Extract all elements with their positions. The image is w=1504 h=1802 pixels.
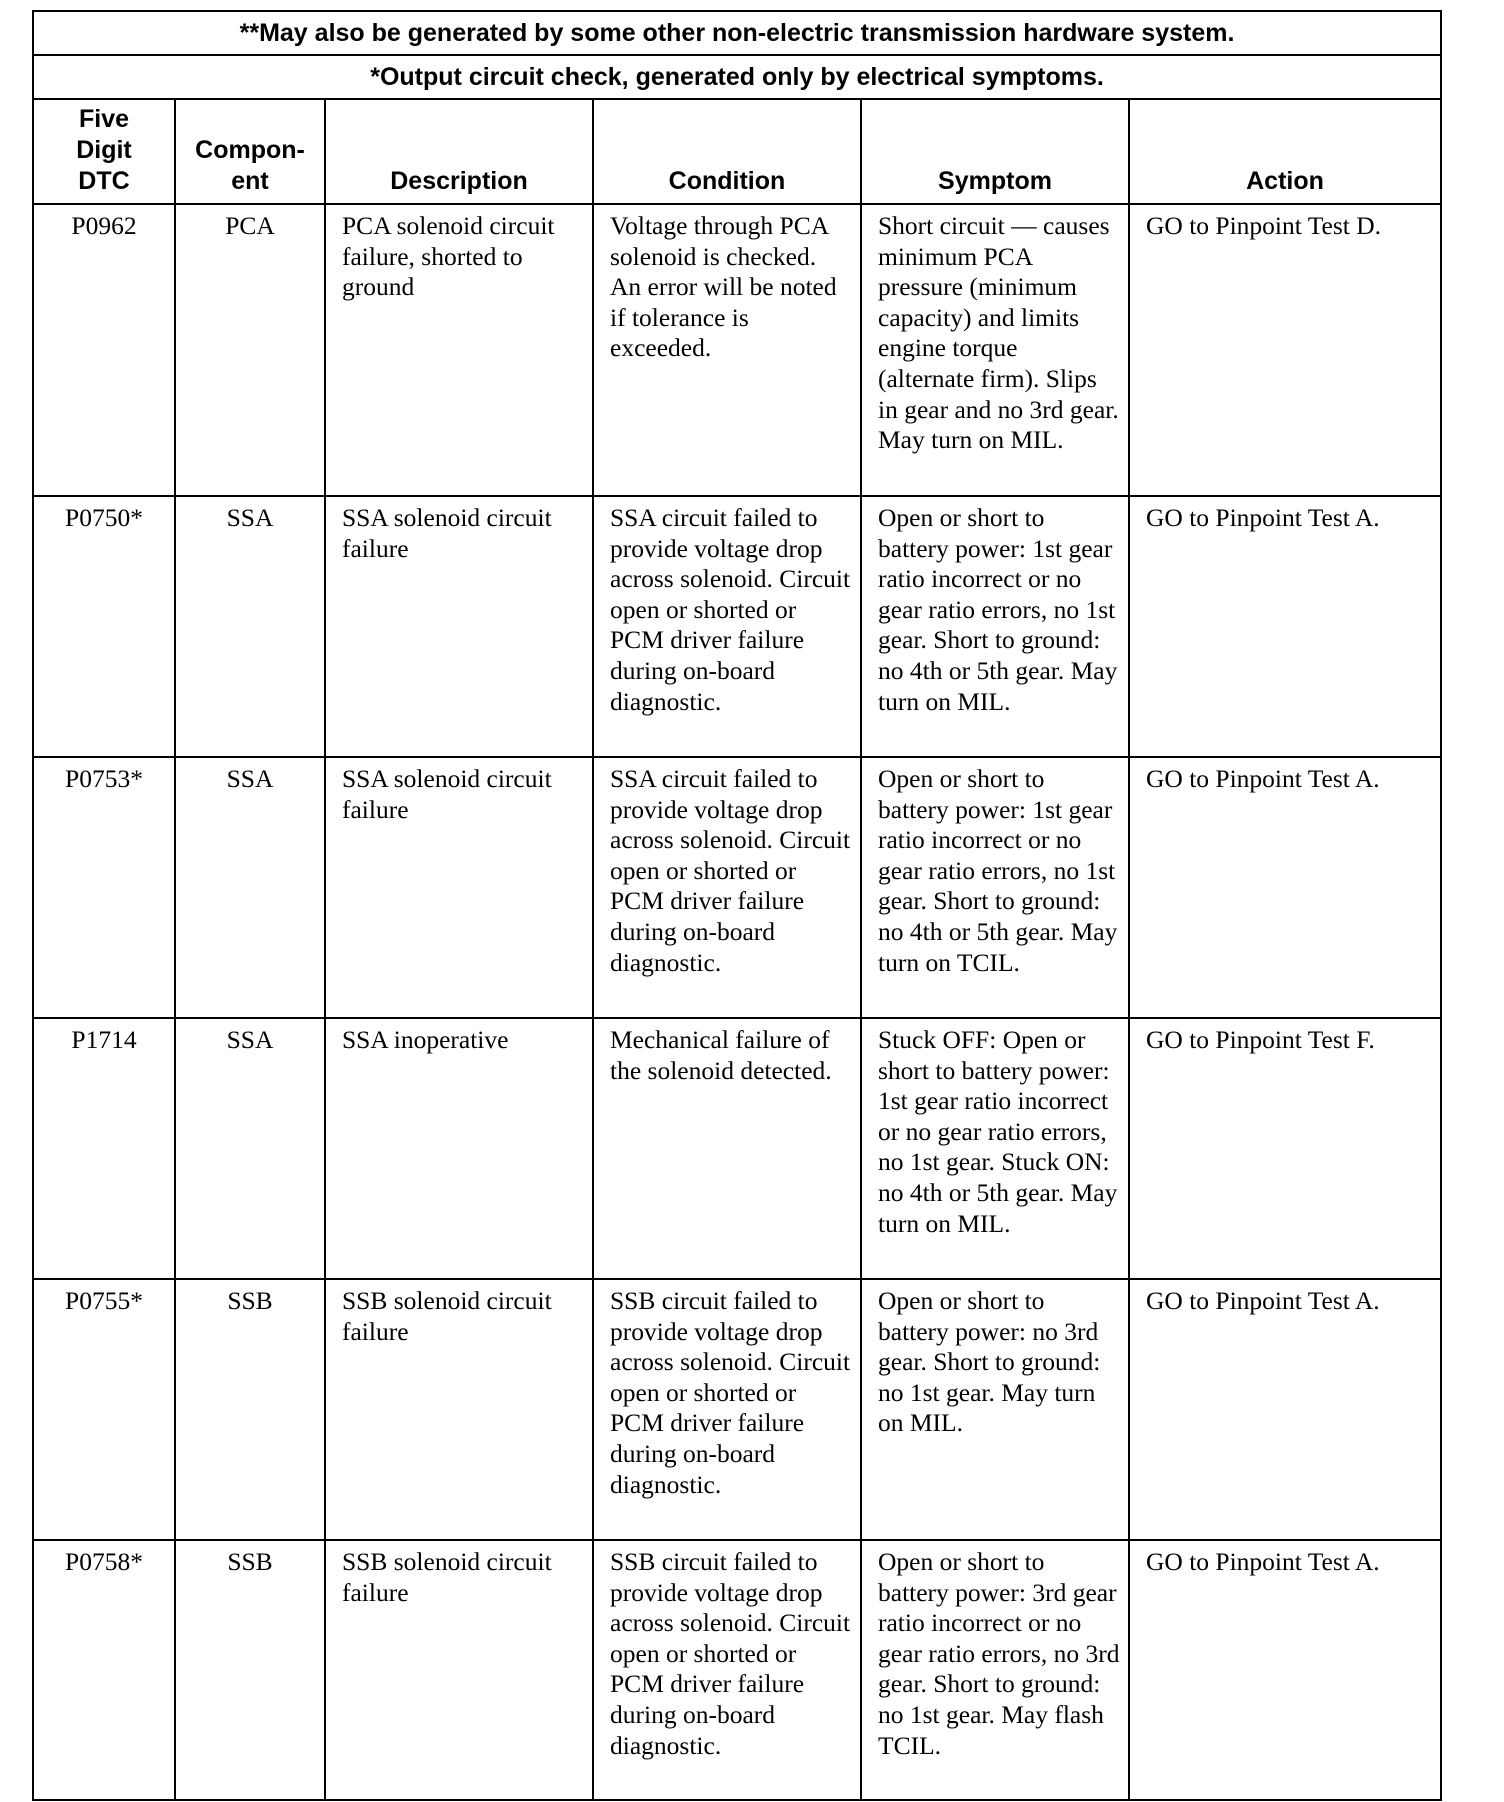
- table-row: [33, 757, 1441, 1018]
- condition: SSB circuit failed to provide voltage drop across solenoid. Circuit open or shorted or PCM driver failure during on-board diagnostic.: [593, 1540, 861, 1800]
- header-dtc: Five Digit DTC: [33, 99, 175, 204]
- description: SSB solenoid circuit failure: [325, 1540, 593, 1800]
- note-row: [33, 55, 1441, 99]
- table-row: [33, 1018, 1441, 1279]
- symptom: Open or short to battery power: 1st gear ratio incorrect or no gear ratio errors, no 1st gear. Short to ground: no 4th or 5th gear. May turn on MIL.: [861, 496, 1129, 757]
- table-row: [33, 204, 1441, 496]
- condition: SSA circuit failed to provide voltage drop across solenoid. Circuit open or shorted or PCM driver failure during on-board diagnostic.: [593, 496, 861, 757]
- symptom: Open or short to battery power: no 3rd gear. Short to ground: no 1st gear. May turn on MIL.: [861, 1279, 1129, 1540]
- condition: Voltage through PCA solenoid is checked. An error will be noted if tolerance is exceeded.: [593, 204, 861, 496]
- dtc-table: [32, 10, 1442, 1801]
- dtc-code: P0750*: [33, 496, 175, 757]
- component: SSA: [175, 757, 325, 1018]
- description: SSA solenoid circuit failure: [325, 496, 593, 757]
- symptom: Open or short to battery power: 3rd gear ratio incorrect or no gear ratio errors, no 3rd gear. Short to ground: no 1st gear. May flash TCIL.: [861, 1540, 1129, 1800]
- header-row: [33, 99, 1441, 204]
- table-row: [33, 1279, 1441, 1540]
- symptom: Open or short to battery power: 1st gear ratio incorrect or no gear ratio errors, no 1st gear. Short to ground: no 4th or 5th gear. May turn on TCIL.: [861, 757, 1129, 1018]
- symptom: Stuck OFF: Open or short to battery power: 1st gear ratio incorrect or no gear ratio errors, no 1st gear. Stuck ON: no 4th or 5th gear. May turn on MIL.: [861, 1018, 1129, 1279]
- header-action: Action: [1129, 99, 1441, 204]
- dtc-code: P1714: [33, 1018, 175, 1279]
- symptom: Short circuit — causes minimum PCA pressure (minimum capacity) and limits engine torque (alternate firm). Slips in gear and no 3rd gear. May turn on MIL.: [861, 204, 1129, 496]
- component: SSB: [175, 1279, 325, 1540]
- dtc-code: P0755*: [33, 1279, 175, 1540]
- component: PCA: [175, 204, 325, 496]
- action: GO to Pinpoint Test A.: [1129, 757, 1441, 1018]
- header-component: Compon- ent: [175, 99, 325, 204]
- dtc-code: P0753*: [33, 757, 175, 1018]
- action: GO to Pinpoint Test A.: [1129, 1540, 1441, 1800]
- description: SSA solenoid circuit failure: [325, 757, 593, 1018]
- table-row: [33, 1540, 1441, 1800]
- note-output-circuit: *Output circuit check, generated only by electrical symptoms.: [33, 55, 1441, 99]
- note-row: [33, 11, 1441, 55]
- component: SSA: [175, 1018, 325, 1279]
- table-row: [33, 496, 1441, 757]
- header-description: Description: [325, 99, 593, 204]
- note-non-electric: **May also be generated by some other non-electric transmission hardware system.: [33, 11, 1441, 55]
- component: SSA: [175, 496, 325, 757]
- component: SSB: [175, 1540, 325, 1800]
- action: GO to Pinpoint Test A.: [1129, 1279, 1441, 1540]
- description: SSA inoperative: [325, 1018, 593, 1279]
- description: SSB solenoid circuit failure: [325, 1279, 593, 1540]
- condition: SSB circuit failed to provide voltage drop across solenoid. Circuit open or shorted or PCM driver failure during on-board diagnostic.: [593, 1279, 861, 1540]
- dtc-code: P0758*: [33, 1540, 175, 1800]
- header-condition: Condition: [593, 99, 861, 204]
- action: GO to Pinpoint Test F.: [1129, 1018, 1441, 1279]
- dtc-code: P0962: [33, 204, 175, 496]
- action: GO to Pinpoint Test A.: [1129, 496, 1441, 757]
- condition: SSA circuit failed to provide voltage drop across solenoid. Circuit open or shorted or PCM driver failure during on-board diagnostic.: [593, 757, 861, 1018]
- action: GO to Pinpoint Test D.: [1129, 204, 1441, 496]
- condition: Mechanical failure of the solenoid detected.: [593, 1018, 861, 1279]
- description: PCA solenoid circuit failure, shorted to ground: [325, 204, 593, 496]
- header-symptom: Symptom: [861, 99, 1129, 204]
